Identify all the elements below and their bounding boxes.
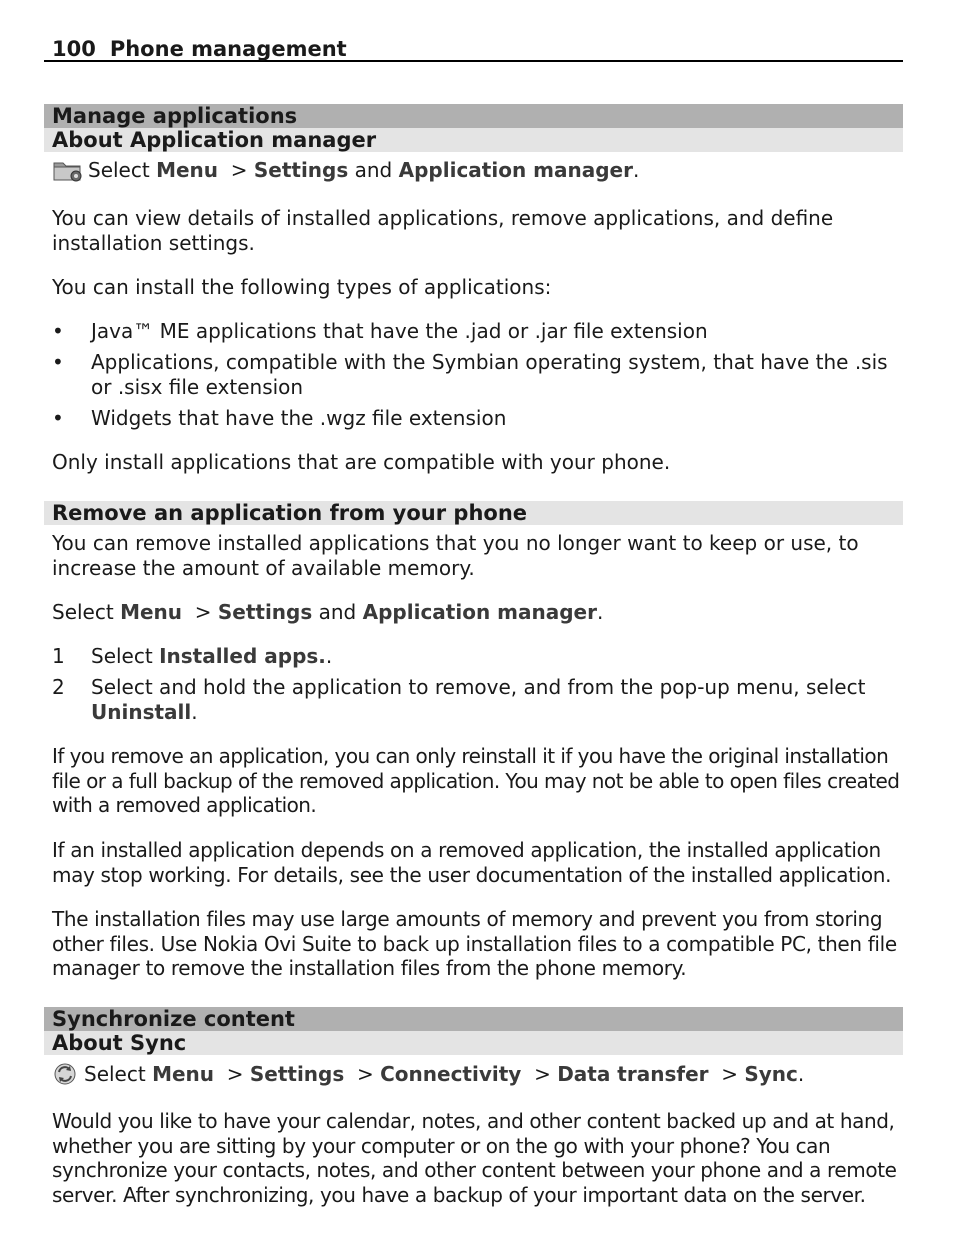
paragraph: You can remove installed applications that you no longer want to keep or use, to increase the amount of available memory. [52,531,859,580]
page-number: 100 [52,37,96,61]
paragraph: Would you like to have your calendar, notes, and other content backed up and at hand, whether you are sitting by your computer or on the go with your phone? You can synchronize your contacts, notes, and other content between your phone and a remote server. After synchronizing, you have a backup of your important data on the server. [52,1109,897,1207]
page-header [44,36,903,62]
paragraph: Only install applications that are compatible with your phone. [52,450,671,474]
paragraph: If you remove an application, you can only reinstall it if you have the original installation file or a full backup of the removed application. You may not be able to open files created with a removed application. [52,744,900,817]
sync-icon [52,1062,80,1086]
sync-label: Sync [744,1062,798,1086]
app-manager-label: Application manager [362,600,597,624]
app-manager-label: Application manager [398,158,633,182]
section-title-sync: Synchronize content [44,1007,903,1031]
settings-label: Settings [217,600,313,624]
app-manager-path: Select Menu > Settings and Application manager. [52,158,903,183]
menu-label: Menu [156,158,219,182]
connectivity-label: Connectivity [380,1062,522,1086]
subsection-title-remove: Remove an application from your phone [44,501,903,525]
uninstall-label: Uninstall [91,699,192,724]
data-transfer-label: Data transfer [557,1062,709,1086]
bullet: • [52,406,64,430]
paragraph: The installation files may use large amounts of memory and prevent you from storing other files. Use Nokia Ovi Suite to back up installation files to a compatible PC, then file manager to remove the installation files from the phone memory. [52,907,897,980]
folder-gear-icon [52,158,84,182]
section-name: Phone management [109,37,347,61]
paragraph: You can view details of installed applications, remove applications, and define installation settings. [52,206,834,255]
settings-label: Settings [253,158,349,182]
subsection-title-about-app-manager: About Application manager [44,128,903,152]
menu-label: Menu [152,1062,215,1086]
settings-label: Settings [249,1062,345,1086]
step-number: 2 [52,675,65,699]
step-number: 1 [52,644,65,668]
menu-label: Menu [120,600,183,624]
section-title-manage: Manage applications [44,104,903,128]
app-manager-path: Select Menu > Settings and Application manager. [52,600,604,624]
bullet: • [52,319,64,343]
paragraph: You can install the following types of applications: [52,275,552,299]
sync-path: Select Menu > Settings > Connectivity > Data transfer > Sync. [52,1062,903,1087]
bullet: • [52,350,64,374]
subsection-title-about-sync: About Sync [44,1031,903,1055]
paragraph: If an installed application depends on a removed application, the installed application may stop working. For details, see the user documentation of the installed application. [52,838,892,887]
installed-apps-label: Installed apps. [159,644,326,668]
